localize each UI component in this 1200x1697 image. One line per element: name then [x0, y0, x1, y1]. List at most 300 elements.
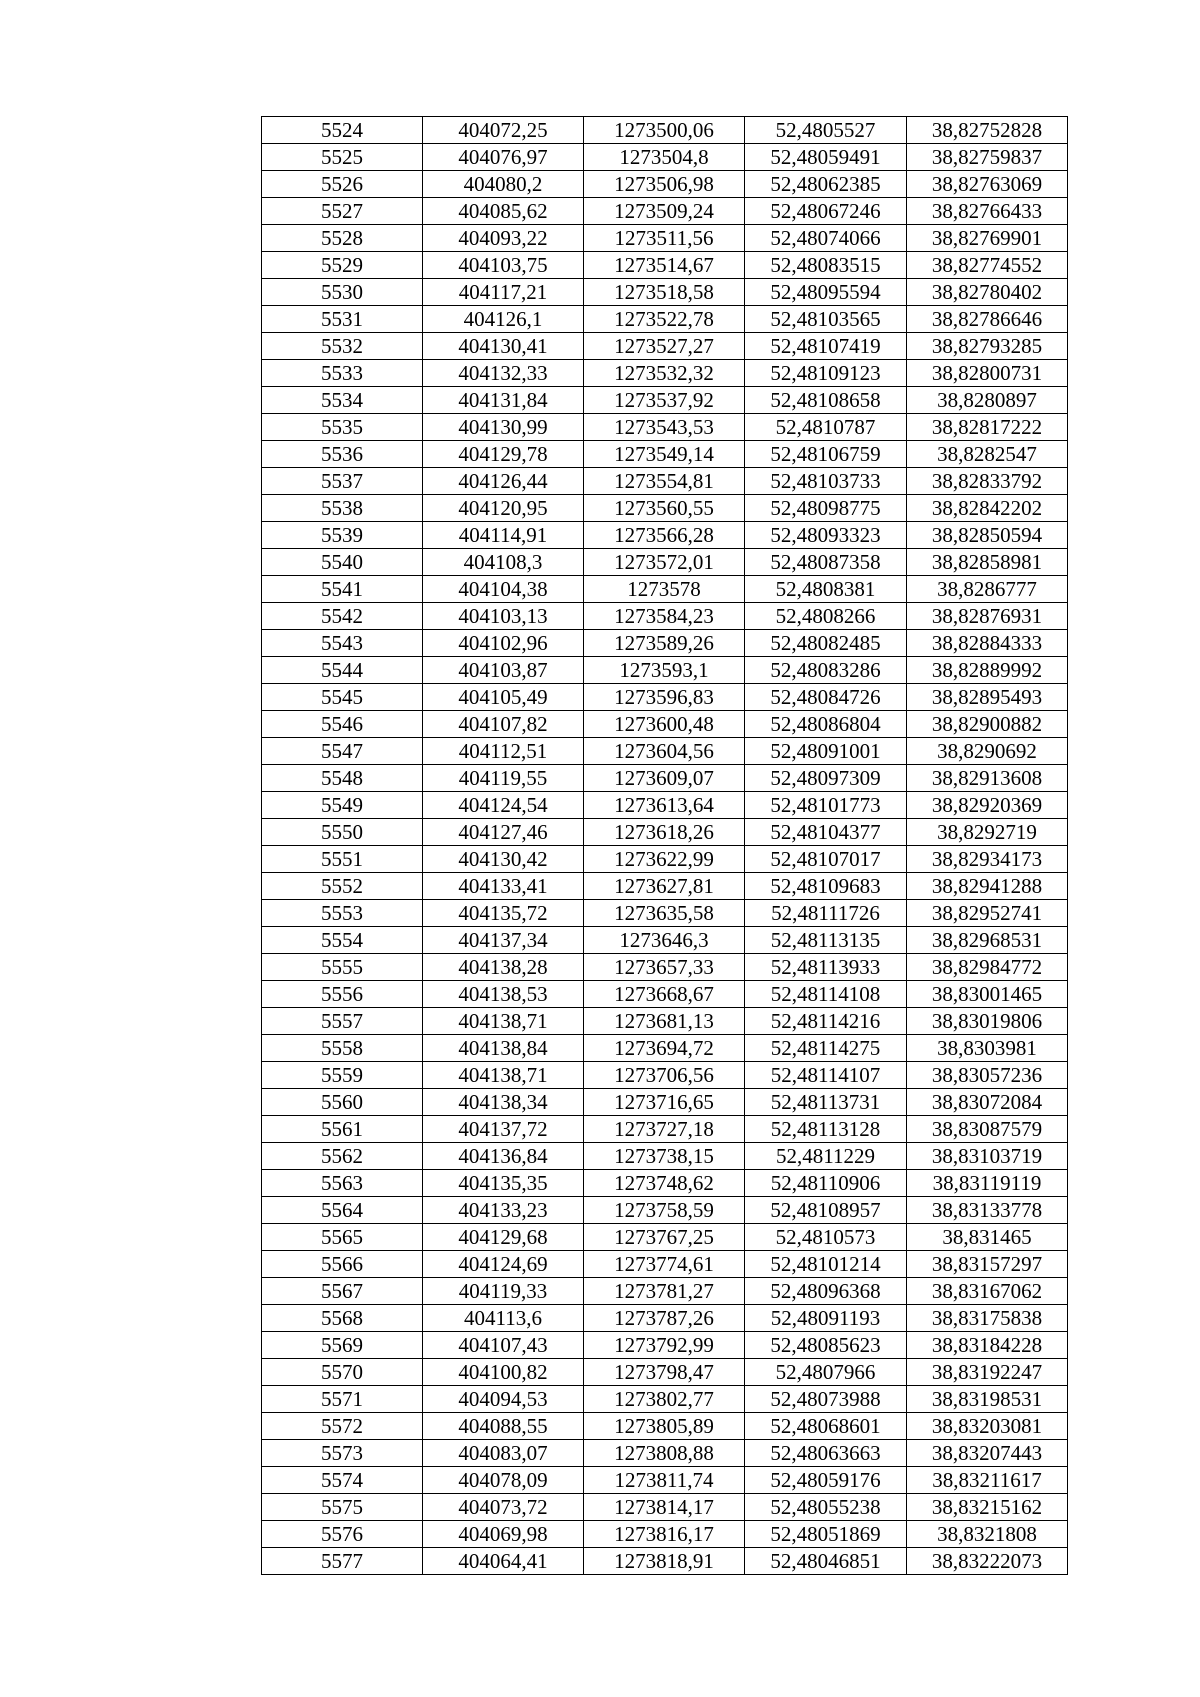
- y-coordinate-cell: 1273572,01: [584, 549, 745, 576]
- x-coordinate-cell: 404124,69: [423, 1251, 584, 1278]
- latitude-cell: 52,48101214: [745, 1251, 907, 1278]
- latitude-cell: 52,48086804: [745, 711, 907, 738]
- table-row: [262, 1305, 1068, 1332]
- table-row: [262, 1170, 1068, 1197]
- point-number-cell: 5573: [262, 1440, 423, 1467]
- table-row: [262, 900, 1068, 927]
- x-coordinate-cell: 404104,38: [423, 576, 584, 603]
- point-number-cell: 5525: [262, 144, 423, 171]
- point-number-cell: 5572: [262, 1413, 423, 1440]
- x-coordinate-cell: 404137,34: [423, 927, 584, 954]
- table-row: [262, 873, 1068, 900]
- table-row: [262, 765, 1068, 792]
- longitude-cell: 38,83198531: [907, 1386, 1068, 1413]
- x-coordinate-cell: 404072,25: [423, 117, 584, 144]
- table-row: [262, 576, 1068, 603]
- table-row: [262, 1332, 1068, 1359]
- y-coordinate-cell: 1273511,56: [584, 225, 745, 252]
- table-row: [262, 603, 1068, 630]
- point-number-cell: 5527: [262, 198, 423, 225]
- y-coordinate-cell: 1273738,15: [584, 1143, 745, 1170]
- y-coordinate-cell: 1273593,1: [584, 657, 745, 684]
- longitude-cell: 38,82934173: [907, 846, 1068, 873]
- longitude-cell: 38,83215162: [907, 1494, 1068, 1521]
- latitude-cell: 52,48082485: [745, 630, 907, 657]
- y-coordinate-cell: 1273509,24: [584, 198, 745, 225]
- x-coordinate-cell: 404088,55: [423, 1413, 584, 1440]
- table-row: [262, 1008, 1068, 1035]
- x-coordinate-cell: 404135,72: [423, 900, 584, 927]
- longitude-cell: 38,82780402: [907, 279, 1068, 306]
- latitude-cell: 52,48114216: [745, 1008, 907, 1035]
- point-number-cell: 5543: [262, 630, 423, 657]
- x-coordinate-cell: 404126,44: [423, 468, 584, 495]
- latitude-cell: 52,48104377: [745, 819, 907, 846]
- latitude-cell: 52,4807966: [745, 1359, 907, 1386]
- y-coordinate-cell: 1273748,62: [584, 1170, 745, 1197]
- y-coordinate-cell: 1273578: [584, 576, 745, 603]
- table-row: [262, 684, 1068, 711]
- table-row: [262, 1143, 1068, 1170]
- table-row: [262, 1197, 1068, 1224]
- point-number-cell: 5564: [262, 1197, 423, 1224]
- point-number-cell: 5535: [262, 414, 423, 441]
- y-coordinate-cell: 1273727,18: [584, 1116, 745, 1143]
- table-row: [262, 981, 1068, 1008]
- point-number-cell: 5531: [262, 306, 423, 333]
- table-row: [262, 1548, 1068, 1575]
- table-row: [262, 522, 1068, 549]
- x-coordinate-cell: 404112,51: [423, 738, 584, 765]
- latitude-cell: 52,4808381: [745, 576, 907, 603]
- coordinates-table: [261, 116, 1068, 1575]
- table-row: [262, 549, 1068, 576]
- point-number-cell: 5529: [262, 252, 423, 279]
- point-number-cell: 5565: [262, 1224, 423, 1251]
- latitude-cell: 52,48091001: [745, 738, 907, 765]
- y-coordinate-cell: 1273805,89: [584, 1413, 745, 1440]
- table-row: [262, 1467, 1068, 1494]
- latitude-cell: 52,4810573: [745, 1224, 907, 1251]
- y-coordinate-cell: 1273706,56: [584, 1062, 745, 1089]
- longitude-cell: 38,8303981: [907, 1035, 1068, 1062]
- x-coordinate-cell: 404078,09: [423, 1467, 584, 1494]
- y-coordinate-cell: 1273506,98: [584, 171, 745, 198]
- point-number-cell: 5567: [262, 1278, 423, 1305]
- latitude-cell: 52,48074066: [745, 225, 907, 252]
- x-coordinate-cell: 404102,96: [423, 630, 584, 657]
- longitude-cell: 38,83211617: [907, 1467, 1068, 1494]
- latitude-cell: 52,48106759: [745, 441, 907, 468]
- y-coordinate-cell: 1273781,27: [584, 1278, 745, 1305]
- longitude-cell: 38,82984772: [907, 954, 1068, 981]
- y-coordinate-cell: 1273600,48: [584, 711, 745, 738]
- x-coordinate-cell: 404138,71: [423, 1008, 584, 1035]
- table-row: [262, 846, 1068, 873]
- latitude-cell: 52,4808266: [745, 603, 907, 630]
- table-row: [262, 1413, 1068, 1440]
- latitude-cell: 52,48063663: [745, 1440, 907, 1467]
- longitude-cell: 38,831465: [907, 1224, 1068, 1251]
- longitude-cell: 38,83103719: [907, 1143, 1068, 1170]
- latitude-cell: 52,48114108: [745, 981, 907, 1008]
- x-coordinate-cell: 404131,84: [423, 387, 584, 414]
- longitude-cell: 38,83203081: [907, 1413, 1068, 1440]
- table-row: [262, 1116, 1068, 1143]
- latitude-cell: 52,48108658: [745, 387, 907, 414]
- latitude-cell: 52,48083286: [745, 657, 907, 684]
- longitude-cell: 38,83133778: [907, 1197, 1068, 1224]
- table-row: [262, 279, 1068, 306]
- longitude-cell: 38,82876931: [907, 603, 1068, 630]
- point-number-cell: 5530: [262, 279, 423, 306]
- point-number-cell: 5532: [262, 333, 423, 360]
- point-number-cell: 5541: [262, 576, 423, 603]
- table-row: [262, 1386, 1068, 1413]
- y-coordinate-cell: 1273537,92: [584, 387, 745, 414]
- point-number-cell: 5574: [262, 1467, 423, 1494]
- latitude-cell: 52,48055238: [745, 1494, 907, 1521]
- longitude-cell: 38,82968531: [907, 927, 1068, 954]
- table-row: [262, 468, 1068, 495]
- y-coordinate-cell: 1273566,28: [584, 522, 745, 549]
- x-coordinate-cell: 404069,98: [423, 1521, 584, 1548]
- latitude-cell: 52,48062385: [745, 171, 907, 198]
- point-number-cell: 5536: [262, 441, 423, 468]
- table-row: [262, 927, 1068, 954]
- latitude-cell: 52,4810787: [745, 414, 907, 441]
- latitude-cell: 52,48110906: [745, 1170, 907, 1197]
- y-coordinate-cell: 1273716,65: [584, 1089, 745, 1116]
- longitude-cell: 38,8280897: [907, 387, 1068, 414]
- table-row: [262, 1494, 1068, 1521]
- latitude-cell: 52,48096368: [745, 1278, 907, 1305]
- longitude-cell: 38,82793285: [907, 333, 1068, 360]
- longitude-cell: 38,82763069: [907, 171, 1068, 198]
- latitude-cell: 52,48091193: [745, 1305, 907, 1332]
- latitude-cell: 52,48107419: [745, 333, 907, 360]
- y-coordinate-cell: 1273618,26: [584, 819, 745, 846]
- x-coordinate-cell: 404113,6: [423, 1305, 584, 1332]
- longitude-cell: 38,82766433: [907, 198, 1068, 225]
- x-coordinate-cell: 404107,43: [423, 1332, 584, 1359]
- point-number-cell: 5576: [262, 1521, 423, 1548]
- y-coordinate-cell: 1273657,33: [584, 954, 745, 981]
- x-coordinate-cell: 404138,53: [423, 981, 584, 1008]
- y-coordinate-cell: 1273774,61: [584, 1251, 745, 1278]
- latitude-cell: 52,48108957: [745, 1197, 907, 1224]
- y-coordinate-cell: 1273818,91: [584, 1548, 745, 1575]
- x-coordinate-cell: 404136,84: [423, 1143, 584, 1170]
- latitude-cell: 52,48114275: [745, 1035, 907, 1062]
- y-coordinate-cell: 1273694,72: [584, 1035, 745, 1062]
- y-coordinate-cell: 1273514,67: [584, 252, 745, 279]
- latitude-cell: 52,48107017: [745, 846, 907, 873]
- point-number-cell: 5559: [262, 1062, 423, 1089]
- table-row: [262, 1521, 1068, 1548]
- longitude-cell: 38,82850594: [907, 522, 1068, 549]
- latitude-cell: 52,48114107: [745, 1062, 907, 1089]
- longitude-cell: 38,83175838: [907, 1305, 1068, 1332]
- table-row: [262, 657, 1068, 684]
- y-coordinate-cell: 1273500,06: [584, 117, 745, 144]
- point-number-cell: 5558: [262, 1035, 423, 1062]
- longitude-cell: 38,82858981: [907, 549, 1068, 576]
- y-coordinate-cell: 1273792,99: [584, 1332, 745, 1359]
- point-number-cell: 5539: [262, 522, 423, 549]
- x-coordinate-cell: 404129,78: [423, 441, 584, 468]
- x-coordinate-cell: 404093,22: [423, 225, 584, 252]
- y-coordinate-cell: 1273681,13: [584, 1008, 745, 1035]
- y-coordinate-cell: 1273554,81: [584, 468, 745, 495]
- y-coordinate-cell: 1273527,27: [584, 333, 745, 360]
- longitude-cell: 38,82913608: [907, 765, 1068, 792]
- y-coordinate-cell: 1273518,58: [584, 279, 745, 306]
- point-number-cell: 5566: [262, 1251, 423, 1278]
- longitude-cell: 38,82786646: [907, 306, 1068, 333]
- longitude-cell: 38,82952741: [907, 900, 1068, 927]
- x-coordinate-cell: 404094,53: [423, 1386, 584, 1413]
- longitude-cell: 38,83192247: [907, 1359, 1068, 1386]
- y-coordinate-cell: 1273811,74: [584, 1467, 745, 1494]
- latitude-cell: 52,48103733: [745, 468, 907, 495]
- longitude-cell: 38,8321808: [907, 1521, 1068, 1548]
- latitude-cell: 52,48113128: [745, 1116, 907, 1143]
- longitude-cell: 38,82842202: [907, 495, 1068, 522]
- longitude-cell: 38,82884333: [907, 630, 1068, 657]
- x-coordinate-cell: 404137,72: [423, 1116, 584, 1143]
- latitude-cell: 52,4811229: [745, 1143, 907, 1170]
- longitude-cell: 38,83184228: [907, 1332, 1068, 1359]
- latitude-cell: 52,48103565: [745, 306, 907, 333]
- y-coordinate-cell: 1273613,64: [584, 792, 745, 819]
- y-coordinate-cell: 1273787,26: [584, 1305, 745, 1332]
- point-number-cell: 5533: [262, 360, 423, 387]
- table-row: [262, 819, 1068, 846]
- longitude-cell: 38,82759837: [907, 144, 1068, 171]
- point-number-cell: 5526: [262, 171, 423, 198]
- point-number-cell: 5560: [262, 1089, 423, 1116]
- x-coordinate-cell: 404105,49: [423, 684, 584, 711]
- longitude-cell: 38,82941288: [907, 873, 1068, 900]
- x-coordinate-cell: 404126,1: [423, 306, 584, 333]
- latitude-cell: 52,48085623: [745, 1332, 907, 1359]
- longitude-cell: 38,82920369: [907, 792, 1068, 819]
- point-number-cell: 5550: [262, 819, 423, 846]
- longitude-cell: 38,83119119: [907, 1170, 1068, 1197]
- latitude-cell: 52,48093323: [745, 522, 907, 549]
- table-row: [262, 333, 1068, 360]
- table-row: [262, 1224, 1068, 1251]
- latitude-cell: 52,48109683: [745, 873, 907, 900]
- longitude-cell: 38,82833792: [907, 468, 1068, 495]
- x-coordinate-cell: 404119,33: [423, 1278, 584, 1305]
- x-coordinate-cell: 404138,34: [423, 1089, 584, 1116]
- x-coordinate-cell: 404138,71: [423, 1062, 584, 1089]
- latitude-cell: 52,48101773: [745, 792, 907, 819]
- latitude-cell: 52,48084726: [745, 684, 907, 711]
- point-number-cell: 5549: [262, 792, 423, 819]
- latitude-cell: 52,48067246: [745, 198, 907, 225]
- longitude-cell: 38,83222073: [907, 1548, 1068, 1575]
- y-coordinate-cell: 1273622,99: [584, 846, 745, 873]
- x-coordinate-cell: 404085,62: [423, 198, 584, 225]
- y-coordinate-cell: 1273504,8: [584, 144, 745, 171]
- point-number-cell: 5546: [262, 711, 423, 738]
- coordinates-table-body: [262, 117, 1068, 1575]
- x-coordinate-cell: 404129,68: [423, 1224, 584, 1251]
- longitude-cell: 38,83019806: [907, 1008, 1068, 1035]
- x-coordinate-cell: 404124,54: [423, 792, 584, 819]
- y-coordinate-cell: 1273522,78: [584, 306, 745, 333]
- y-coordinate-cell: 1273808,88: [584, 1440, 745, 1467]
- latitude-cell: 52,48046851: [745, 1548, 907, 1575]
- y-coordinate-cell: 1273767,25: [584, 1224, 745, 1251]
- latitude-cell: 52,48113135: [745, 927, 907, 954]
- x-coordinate-cell: 404100,82: [423, 1359, 584, 1386]
- table-row: [262, 1440, 1068, 1467]
- y-coordinate-cell: 1273560,55: [584, 495, 745, 522]
- longitude-cell: 38,83057236: [907, 1062, 1068, 1089]
- x-coordinate-cell: 404114,91: [423, 522, 584, 549]
- longitude-cell: 38,82817222: [907, 414, 1068, 441]
- longitude-cell: 38,83001465: [907, 981, 1068, 1008]
- table-row: [262, 711, 1068, 738]
- point-number-cell: 5571: [262, 1386, 423, 1413]
- latitude-cell: 52,4805527: [745, 117, 907, 144]
- longitude-cell: 38,83087579: [907, 1116, 1068, 1143]
- point-number-cell: 5542: [262, 603, 423, 630]
- table-row: [262, 117, 1068, 144]
- point-number-cell: 5555: [262, 954, 423, 981]
- y-coordinate-cell: 1273596,83: [584, 684, 745, 711]
- latitude-cell: 52,48059176: [745, 1467, 907, 1494]
- y-coordinate-cell: 1273635,58: [584, 900, 745, 927]
- x-coordinate-cell: 404103,13: [423, 603, 584, 630]
- y-coordinate-cell: 1273798,47: [584, 1359, 745, 1386]
- table-row: [262, 252, 1068, 279]
- y-coordinate-cell: 1273584,23: [584, 603, 745, 630]
- table-row: [262, 1359, 1068, 1386]
- latitude-cell: 52,48073988: [745, 1386, 907, 1413]
- y-coordinate-cell: 1273814,17: [584, 1494, 745, 1521]
- longitude-cell: 38,82889992: [907, 657, 1068, 684]
- longitude-cell: 38,8282547: [907, 441, 1068, 468]
- table-row: [262, 414, 1068, 441]
- latitude-cell: 52,48098775: [745, 495, 907, 522]
- x-coordinate-cell: 404073,72: [423, 1494, 584, 1521]
- longitude-cell: 38,83207443: [907, 1440, 1068, 1467]
- point-number-cell: 5562: [262, 1143, 423, 1170]
- table-row: [262, 144, 1068, 171]
- latitude-cell: 52,48113933: [745, 954, 907, 981]
- longitude-cell: 38,83157297: [907, 1251, 1068, 1278]
- latitude-cell: 52,48095594: [745, 279, 907, 306]
- x-coordinate-cell: 404133,23: [423, 1197, 584, 1224]
- table-row: [262, 171, 1068, 198]
- latitude-cell: 52,48087358: [745, 549, 907, 576]
- x-coordinate-cell: 404132,33: [423, 360, 584, 387]
- point-number-cell: 5528: [262, 225, 423, 252]
- y-coordinate-cell: 1273668,67: [584, 981, 745, 1008]
- x-coordinate-cell: 404103,75: [423, 252, 584, 279]
- point-number-cell: 5540: [262, 549, 423, 576]
- longitude-cell: 38,8290692: [907, 738, 1068, 765]
- y-coordinate-cell: 1273802,77: [584, 1386, 745, 1413]
- x-coordinate-cell: 404117,21: [423, 279, 584, 306]
- point-number-cell: 5544: [262, 657, 423, 684]
- x-coordinate-cell: 404083,07: [423, 1440, 584, 1467]
- point-number-cell: 5534: [262, 387, 423, 414]
- y-coordinate-cell: 1273758,59: [584, 1197, 745, 1224]
- x-coordinate-cell: 404127,46: [423, 819, 584, 846]
- table-row: [262, 1278, 1068, 1305]
- point-number-cell: 5553: [262, 900, 423, 927]
- x-coordinate-cell: 404103,87: [423, 657, 584, 684]
- table-row: [262, 387, 1068, 414]
- latitude-cell: 52,48109123: [745, 360, 907, 387]
- table-row: [262, 630, 1068, 657]
- x-coordinate-cell: 404120,95: [423, 495, 584, 522]
- latitude-cell: 52,48113731: [745, 1089, 907, 1116]
- x-coordinate-cell: 404130,42: [423, 846, 584, 873]
- y-coordinate-cell: 1273549,14: [584, 441, 745, 468]
- point-number-cell: 5569: [262, 1332, 423, 1359]
- latitude-cell: 52,48083515: [745, 252, 907, 279]
- x-coordinate-cell: 404133,41: [423, 873, 584, 900]
- longitude-cell: 38,82752828: [907, 117, 1068, 144]
- point-number-cell: 5554: [262, 927, 423, 954]
- x-coordinate-cell: 404138,84: [423, 1035, 584, 1062]
- table-row: [262, 441, 1068, 468]
- table-row: [262, 1062, 1068, 1089]
- longitude-cell: 38,82769901: [907, 225, 1068, 252]
- y-coordinate-cell: 1273589,26: [584, 630, 745, 657]
- x-coordinate-cell: 404080,2: [423, 171, 584, 198]
- table-row: [262, 1251, 1068, 1278]
- latitude-cell: 52,48059491: [745, 144, 907, 171]
- point-number-cell: 5538: [262, 495, 423, 522]
- longitude-cell: 38,8292719: [907, 819, 1068, 846]
- longitude-cell: 38,82800731: [907, 360, 1068, 387]
- point-number-cell: 5577: [262, 1548, 423, 1575]
- point-number-cell: 5547: [262, 738, 423, 765]
- x-coordinate-cell: 404130,99: [423, 414, 584, 441]
- longitude-cell: 38,83167062: [907, 1278, 1068, 1305]
- point-number-cell: 5548: [262, 765, 423, 792]
- x-coordinate-cell: 404076,97: [423, 144, 584, 171]
- point-number-cell: 5570: [262, 1359, 423, 1386]
- longitude-cell: 38,83072084: [907, 1089, 1068, 1116]
- latitude-cell: 52,48111726: [745, 900, 907, 927]
- point-number-cell: 5537: [262, 468, 423, 495]
- longitude-cell: 38,82900882: [907, 711, 1068, 738]
- x-coordinate-cell: 404130,41: [423, 333, 584, 360]
- table-row: [262, 1089, 1068, 1116]
- point-number-cell: 5575: [262, 1494, 423, 1521]
- point-number-cell: 5552: [262, 873, 423, 900]
- y-coordinate-cell: 1273627,81: [584, 873, 745, 900]
- longitude-cell: 38,8286777: [907, 576, 1068, 603]
- table-row: [262, 495, 1068, 522]
- y-coordinate-cell: 1273604,56: [584, 738, 745, 765]
- point-number-cell: 5557: [262, 1008, 423, 1035]
- table-row: [262, 792, 1068, 819]
- x-coordinate-cell: 404108,3: [423, 549, 584, 576]
- point-number-cell: 5568: [262, 1305, 423, 1332]
- y-coordinate-cell: 1273609,07: [584, 765, 745, 792]
- point-number-cell: 5556: [262, 981, 423, 1008]
